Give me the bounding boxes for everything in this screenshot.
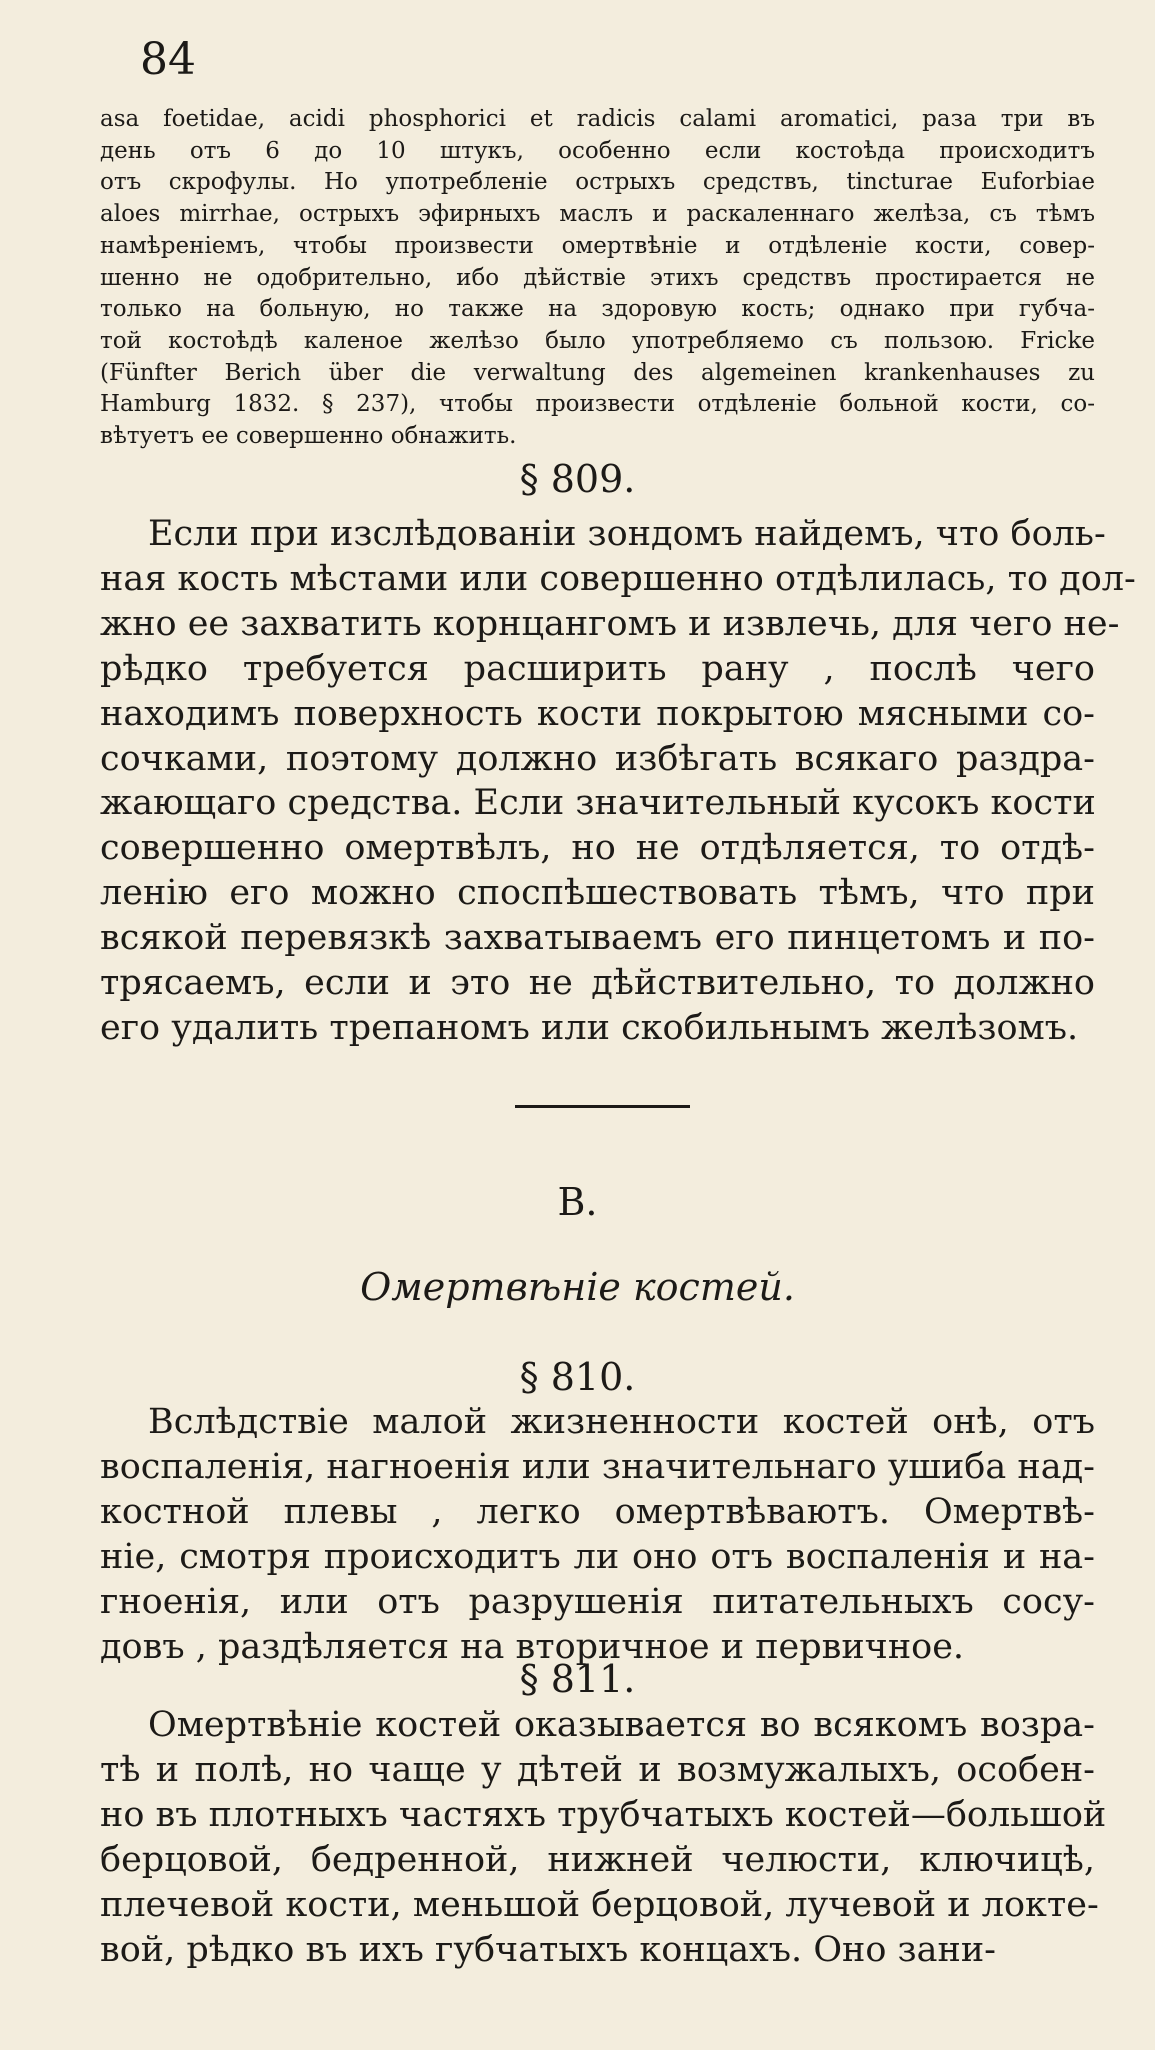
- text-line: трясаемъ, если и это не дѣйствительно, то должно: [100, 963, 1095, 1004]
- text-line: костной плевы , легко омертвѣваютъ. Омертвѣ-: [100, 1491, 1095, 1532]
- text-line: (Fünfter Berich über die verwaltung des algemeinen krankenhauses zu: [100, 359, 1095, 386]
- text-line: совершенно омертвѣлъ, но не отдѣляется, то отдѣ-: [100, 828, 1095, 869]
- text-line: asa foetidae, acidi phosphorici et radicis calami aromatici, раза три въ: [100, 106, 1095, 132]
- text-line: ніе, смотря происходитъ ли оно отъ воспаленія и на-: [100, 1536, 1095, 1577]
- text-line: вѣтуетъ ее совершенно обнажить.: [100, 423, 517, 450]
- section-811-heading: § 811.: [519, 1657, 636, 1701]
- section-divider: [515, 1105, 690, 1108]
- section-809-paragraph: [100, 512, 1136, 1051]
- text-line: той костоѣдѣ каленое желѣзо было употребляемо съ пользою. Fricke: [100, 327, 1095, 354]
- text-line: Если при изслѣдованіи зондомъ найдемъ, что боль-: [148, 514, 1106, 554]
- text-line: жно ее захватить корнцангомъ и извлечь, для чего не-: [100, 603, 1120, 644]
- text-line: находимъ поверхность кости покрытою мясными со-: [100, 693, 1095, 734]
- text-line: день отъ 6 до 10 штукъ, особенно если костоѣда происходитъ: [100, 137, 1095, 164]
- text-line: aloes mirrhae, острыхъ эфирныхъ маслъ и раскаленнаго желѣза, съ тѣмъ: [100, 201, 1095, 228]
- footnote-paragraph: [100, 104, 1095, 453]
- subdivision-title: Омертвѣніе костей.: [360, 1265, 795, 1309]
- section-809-heading: § 809.: [519, 457, 636, 501]
- section-810-paragraph: [100, 1400, 1095, 1669]
- text-line: вой, рѣдко въ ихъ губчатыхъ концахъ. Оно зани-: [100, 1929, 996, 1970]
- text-line: намѣреніемъ, чтобы произвести омертвѣніе и отдѣленіе кости, совер-: [100, 232, 1095, 259]
- text-line: сочками, поэтому должно избѣгать всякаго раздра-: [100, 738, 1095, 779]
- section-810-heading: § 810.: [519, 1355, 636, 1399]
- text-line: его удалить трепаномъ или скобильнымъ желѣзомъ.: [100, 1007, 1079, 1048]
- text-line: плечевой кости, меньшой берцовой, лучевой и локте-: [100, 1884, 1099, 1925]
- text-line: рѣдко требуется расширить рану , послѣ чего: [100, 648, 1095, 689]
- text-line: Вслѣдствіе малой жизненности костей онѣ, отъ: [148, 1402, 1095, 1442]
- text-line: ленію его можно споспѣшествовать тѣмъ, что при: [100, 873, 1095, 914]
- section-811-paragraph: [100, 1703, 1107, 1972]
- text-line: гноенія, или отъ разрушенія питательныхъ сосу-: [100, 1581, 1095, 1622]
- text-line: всякой перевязкѣ захватываемъ его пинцетомъ и по-: [100, 918, 1095, 959]
- text-line: тѣ и полѣ, но чаще у дѣтей и возмужалыхъ, особен-: [100, 1749, 1095, 1790]
- text-line: берцовой, бедренной, нижней челюсти, ключицѣ,: [100, 1839, 1095, 1880]
- text-line: только на больную, но также на здоровую кость; однако при губча-: [100, 296, 1095, 323]
- subdivision-letter: B.: [557, 1180, 598, 1224]
- text-line: ная кость мѣстами или совершенно отдѣлилась, то дол-: [100, 558, 1136, 599]
- text-line: отъ скрофулы. Но употребленіе острыхъ средствъ, tincturae Euforbiae: [100, 169, 1095, 196]
- text-line: Омертвѣніе костей оказывается во всякомъ возра-: [148, 1705, 1095, 1745]
- text-line: но въ плотныхъ частяхъ трубчатыхъ костей—большой: [100, 1794, 1107, 1835]
- text-line: шенно не одобрительно, ибо дѣйствіе этихъ средствъ простирается не: [100, 264, 1095, 291]
- text-line: воспаленія, нагноенія или значительнаго ушиба над-: [100, 1446, 1095, 1487]
- text-line: довъ , раздѣляется на вторичное и первичное.: [100, 1626, 965, 1667]
- text-line: Hamburg 1832. § 237), чтобы произвести отдѣленіе больной кости, со-: [100, 391, 1095, 418]
- text-line: жающаго средства. Если значительный кусокъ кости: [100, 783, 1096, 824]
- page-number: 84: [140, 34, 196, 85]
